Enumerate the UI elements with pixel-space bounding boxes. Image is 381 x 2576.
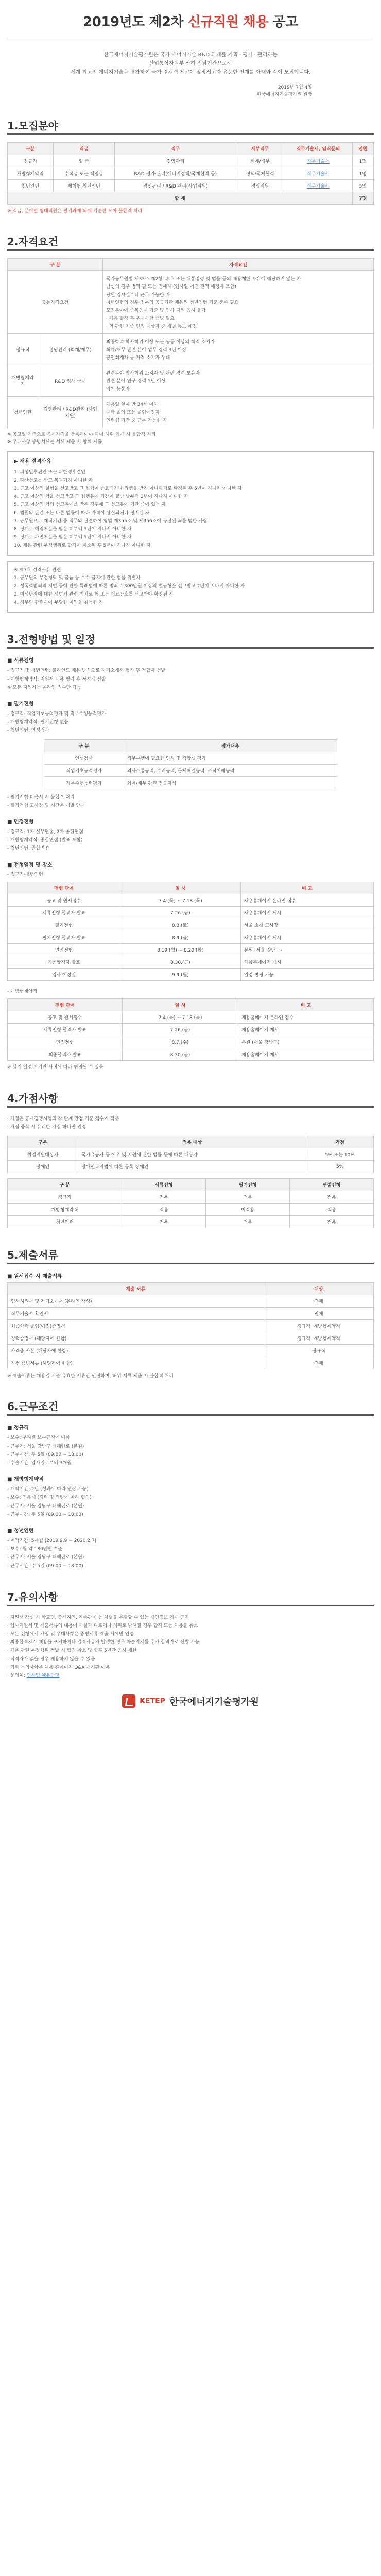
table-row — [8, 365, 374, 397]
cell: 채용홈페이지 게시 — [238, 1024, 373, 1036]
intro-line: 세계 최고의 에너지기술을 평가하여 국가 경쟁력 제고에 앞장서고자 유능한 인재를 아래와 같이 모집합니다. — [70, 70, 311, 75]
list-item: 1. 피성년후견인 또는 피한정후견인 — [14, 470, 85, 476]
table-row — [8, 155, 374, 167]
cell: 개방형계약직 — [8, 1204, 122, 1216]
list-item: 남성의 경우 병역 필 또는 면제자 (입사일 이전 전역 예정자 포함) — [106, 284, 236, 290]
table-row — [8, 968, 374, 980]
cell: 개방형계약직 — [8, 167, 54, 179]
total-value: 7명 — [352, 192, 373, 204]
col-header: 평가내용 — [124, 739, 337, 752]
cell: 입사 예정일 — [8, 968, 120, 980]
section-rule — [7, 1106, 374, 1108]
section-recruitment-fields — [7, 117, 374, 215]
cell: 정규직 — [8, 155, 54, 167]
col-header: 가점 — [306, 1136, 374, 1148]
col-header: 대상 — [264, 1283, 373, 1295]
table-row — [8, 1011, 374, 1024]
col-header: 전형 단계 — [8, 882, 120, 894]
cell: 5% 또는 10% — [306, 1148, 374, 1161]
cell: 일정 변경 가능 — [240, 968, 373, 980]
cell: 장애인복지법에 따른 등록 장애인 — [78, 1161, 306, 1173]
cell: 최종학력 졸업(예정)증명서 — [8, 1320, 264, 1332]
section-qualifications — [7, 233, 374, 613]
list-item: 7. 공무원으로 재직기간 중 직무와 관련하여 형법 제355조 및 제356조에 규정된 죄를 범한 사람 — [14, 518, 207, 524]
list-item: · 최종합격자가 채용을 포기하거나 결격사유가 발생한 경우 차순위자를 추가 합격자로 선발 가능 — [7, 1640, 200, 1646]
title-accent: 신규직원 채용 — [187, 14, 268, 30]
cell: 적용 — [206, 1191, 290, 1204]
cell: 공고 및 원서접수 — [8, 894, 120, 906]
col-header: 직급 — [53, 142, 115, 155]
title-suffix: 공고 — [268, 14, 298, 30]
section-rule — [7, 133, 374, 135]
exam-table — [44, 739, 337, 789]
ketep-logo-icon — [122, 1694, 135, 1708]
col-header: 구분 — [8, 1136, 78, 1148]
subsection-title: ■ 서류전형 — [7, 658, 34, 664]
list-item: - 근무지: 서울 강남구 테헤란로 (본원) — [7, 1555, 84, 1561]
cell: 채용홈페이지 게시 — [240, 906, 373, 919]
bonus-table — [7, 1136, 374, 1173]
cell: 7.4.(목) ~ 7.18.(목) — [120, 894, 240, 906]
job-description-link[interactable]: 직무기술서 — [307, 171, 330, 177]
cell: 7.26.(금) — [123, 1024, 238, 1036]
footer — [7, 1680, 374, 1715]
cell: 1명 — [352, 155, 373, 167]
col-header: 구 분 — [8, 259, 103, 271]
contact-item — [7, 1672, 374, 1680]
schedule-subtitle: - 개방형계약직 — [7, 989, 38, 994]
cell: 적용 — [290, 1216, 374, 1228]
list-item: ※ 제7호 결격사유 관련 — [14, 567, 61, 573]
subsection-title: ■ 원서접수 시 제출서류 — [7, 1274, 62, 1280]
cell: 필기전형 — [8, 919, 120, 931]
qualification-table — [7, 258, 374, 428]
list-item: - 정규직: 직업기초능력평가 및 직무수행능력평가 — [7, 711, 106, 717]
cell: 8.3.(토) — [120, 919, 240, 931]
col-header: 직무 — [115, 142, 236, 155]
list-item: 3. 금고 이상의 실형을 선고받고 그 집행이 종료되거나 집행을 받지 아니하기로 확정된 후 5년이 지나지 아니한 자 — [14, 486, 242, 492]
cell: R&D 평가·관리(에너지정책/국제협력 등) — [115, 167, 236, 179]
cell: 전체 — [264, 1295, 373, 1308]
section-rule — [7, 1605, 374, 1606]
cell: 적용 — [122, 1216, 206, 1228]
col-header: 전형 단계 — [8, 999, 123, 1011]
table-row — [8, 943, 374, 956]
section-title: 5.제출서류 — [7, 1249, 58, 1262]
col-header: 일 시 — [123, 999, 238, 1011]
cell: 국가유공자 등 예우 및 지원에 관한 법률 등에 따른 대상자 — [78, 1148, 306, 1161]
table-row — [8, 1332, 374, 1345]
section-note: ※ 상기 일정은 기관 사정에 따라 변경될 수 있음 — [7, 1065, 103, 1071]
cell: 본원 (서울 강남구) — [240, 943, 373, 956]
cell: 최종합격자 발표 — [8, 1048, 123, 1061]
list-item: · 적격자가 없을 경우 채용하지 않을 수 있음 — [7, 1656, 95, 1662]
col-header: 서류전형 — [122, 1179, 206, 1191]
list-item: - 근무시간: 주 5일 (09:00 ~ 18:00) — [7, 1452, 83, 1458]
table-row — [8, 167, 374, 179]
cell: 채용홈페이지 온라인 접수 — [240, 894, 373, 906]
section-rule — [7, 1414, 374, 1416]
table-row — [44, 752, 337, 764]
list-item: 청년인턴의 경우 정부의 공공기관 채용원 청년인턴 기준 충족 필요 — [106, 300, 239, 306]
cell: 최종합격자 발표 — [8, 956, 120, 968]
table-row — [8, 1320, 374, 1332]
list-item: · 지원서 작성 시 학교명, 출신지역, 가족관계 등 차별을 유발할 수 있는 개인정보 기재 금지 — [7, 1615, 189, 1620]
section-rule — [7, 1263, 374, 1264]
row-sublabel: 경영관리 / R&D관리 (사업지원) — [38, 397, 103, 428]
section-note: ※ 제출서류는 채용일 기준 유효한 서류만 인정하며, 허위 서류 제출 시 불합격 처리 — [7, 1374, 174, 1379]
cell: 서류전형 합격자 발표 — [8, 906, 120, 919]
notice-date: 2019년 7월 4일 — [278, 85, 312, 90]
job-description-link[interactable]: 직무기술서 — [307, 159, 330, 164]
recruitment-table — [7, 142, 374, 205]
list-item: 모집분야에 중복응시 기준 및 인사 지원 응시 불가 — [106, 308, 206, 314]
cell: 채용홈페이지 게시 — [240, 931, 373, 943]
table-row — [8, 1216, 374, 1228]
col-header: 제출 서류 — [8, 1283, 264, 1295]
list-item: · 가점 중복 시 유리한 가점 하나만 인정 — [7, 1124, 86, 1130]
col-header: 비 고 — [240, 882, 373, 894]
table-row — [8, 931, 374, 943]
cell: 직업기초능력평가 — [44, 764, 124, 776]
cell: 전체 — [264, 1308, 373, 1320]
disqualification-detail-box — [7, 561, 374, 613]
list-item: - 필기전형 고사장 및 시간은 개별 안내 — [7, 803, 85, 808]
cell: 적용 — [290, 1204, 374, 1216]
table-row — [8, 1161, 374, 1173]
list-item: 2. 파산선고를 받고 복권되지 아니한 자 — [14, 478, 93, 483]
list-item: 1. 공무원의 부정청탁 및 금품 등 수수 금지에 관한 법률 위반자 — [14, 575, 141, 581]
section-title: 4.가점사항 — [7, 1092, 58, 1105]
section-title: 1.모집분야 — [7, 119, 58, 132]
cell: 경영관리 / R&D 관리(사업지원) — [115, 179, 236, 192]
section-note: ※ 직급, 분야별 형태직원은 필기과제 외에 기준편 모아 불합격 처리 — [7, 208, 143, 214]
section-title: 2.자격요건 — [7, 235, 58, 248]
list-item: 6. 법원의 판결 또는 다른 법률에 따라 자격이 상실되거나 정지된 자 — [14, 510, 150, 516]
section-working-conditions — [7, 1398, 374, 1570]
cell: 장애인 — [8, 1161, 78, 1173]
col-header: 구분 — [8, 142, 54, 155]
cell: 체험형 청년인턴 — [53, 179, 115, 192]
row-label: 정규직 — [8, 334, 38, 365]
col-header: 직무기술서, 임직문의 — [284, 142, 352, 155]
list-item: - 필기전형 미응시 시 불합격 처리 — [7, 794, 75, 800]
section-title: 6.근무조건 — [7, 1400, 58, 1413]
notice-header — [7, 0, 374, 30]
total-row — [8, 192, 374, 204]
list-item: 최종학력 학사학위 이상 또는 동등 이상의 학력 소지자 — [106, 340, 215, 345]
list-item: · 가점은 공개경쟁시험의 각 단계 만점 기준 점수에 적용 — [7, 1116, 119, 1122]
row-label: 청년인턴 — [8, 397, 38, 428]
table-row — [8, 1036, 374, 1048]
list-item: - 정규직 및 청년인턴: 블라인드 채용 방식으로 자기소개서 평가 후 적합자 선발 — [7, 668, 166, 674]
cell: 8.7.(수) — [123, 1036, 238, 1048]
table-row — [8, 1148, 374, 1161]
list-item: 4. 직무와 관련하여 부당한 이익을 취득한 자 — [14, 600, 103, 605]
table-row — [8, 334, 374, 365]
intro-signature — [7, 84, 374, 99]
cell: 8.30.(금) — [120, 956, 240, 968]
intro-line: 산업통상자원부 산하 전담기관으로서 — [149, 61, 232, 66]
cell: 정책/국제협력 — [236, 167, 284, 179]
col-header: 구 분 — [44, 739, 124, 752]
cell: 5명 — [352, 179, 373, 192]
logo-text-en: KETEP — [140, 1697, 165, 1706]
intro-text — [7, 50, 374, 99]
cell: 면접전형 — [8, 943, 120, 956]
list-item: - 개방형계약직: 필기전형 없음 — [7, 720, 69, 725]
col-header: 인원 — [352, 142, 373, 155]
list-item: 대학 졸업 또는 졸업예정자 — [106, 410, 160, 416]
section-rule — [7, 647, 374, 649]
table-row — [44, 764, 337, 776]
list-item: - 청년인턴: 인성검사 — [7, 728, 49, 734]
table-row — [8, 956, 374, 968]
list-item: ※ 모든 지원자는 온라인 접수만 가능 — [7, 685, 81, 690]
list-item: 인턴십 기간 중 근무 가능한 자 — [106, 418, 167, 423]
list-item: - 보수: 우리원 보수규정에 따름 — [7, 1435, 71, 1441]
section-title: 7.유의사항 — [7, 1590, 58, 1603]
table-row — [8, 1295, 374, 1308]
cell: 적용 — [290, 1191, 374, 1204]
box-title: ▶ 채용 결격사유 — [14, 458, 51, 464]
subsection-title: ■ 전형일정 및 장소 — [7, 862, 53, 868]
list-item: - 근무지: 서울 강남구 테헤란로 (본원) — [7, 1503, 84, 1509]
cell: 1명 — [352, 167, 373, 179]
subsection-title: ■ 면접전형 — [7, 819, 34, 825]
list-item: - 수습기간: 입사일로부터 3개월 — [7, 1461, 72, 1466]
cell: 7.4.(목) ~ 7.18.(목) — [123, 1011, 238, 1024]
list-item: · 기타 문의사항은 채용 홈페이지 Q&A 게시판 이용 — [7, 1665, 110, 1670]
schedule-table-contract — [7, 998, 374, 1061]
section-title: 3.전형방법 및 일정 — [7, 633, 95, 646]
list-item: - 근무시간: 주 5일 (09:00 ~ 18:00) — [7, 1512, 83, 1517]
cell: 채용홈페이지 온라인 접수 — [238, 1011, 373, 1024]
col-header: 일 시 — [120, 882, 240, 894]
section-bonus-points — [7, 1090, 374, 1228]
list-item: 9. 징계로 파면처분을 받은 때부터 5년이 지나지 아니한 자 — [14, 535, 132, 540]
subsection-title: ■ 개방형계약직 — [7, 1477, 44, 1483]
row-label: 공통자격요건 — [8, 271, 103, 334]
list-item: - 청년인턴: 종합면접 — [7, 846, 49, 852]
col-header: 세부직무 — [236, 142, 284, 155]
schedule-table — [7, 882, 374, 981]
cell: 8.19.(월) ~ 8.20.(화) — [120, 943, 240, 956]
row-label: 개방형계약직 — [8, 365, 38, 397]
intro-line: 한국에너지기술평가원은 국가 에너지기술 R&D 과제를 기획 · 평가 · 관리하는 — [103, 52, 278, 58]
cell: 서울 소재 고사장 — [240, 919, 373, 931]
cell: 8.30.(금) — [123, 1048, 238, 1061]
list-item: · 입사지원서 및 제출서류의 내용이 사실과 다르거나 허위로 밝혀질 경우 합격 또는 채용을 취소 — [7, 1623, 198, 1629]
list-item: 2. 성폭력범죄의 처벌 등에 관한 특례법에 따른 범죄로 300만원 이상의 벌금형을 선고받고 2년이 지나지 아니한 자 — [14, 584, 245, 589]
section-note: ※ 공고일 기준으로 응시자격을 충족하여야 하며 허위 기재 시 불합격 처리 ※ 우대사항 증빙서류는 서류 제출 시 함께 제출 — [7, 432, 156, 445]
list-item: 10. 채용 관련 부정행위로 합격이 취소된 후 5년이 지나지 아니한 자 — [14, 543, 151, 548]
list-item: 관련 분야 연구 경력 5년 이상 — [106, 379, 166, 384]
col-header: 자격요건 — [102, 259, 373, 271]
table-row — [8, 906, 374, 919]
cell: 본원 (서울 강남구) — [238, 1036, 373, 1048]
table-row — [8, 1357, 374, 1369]
documents-table — [7, 1282, 374, 1369]
cell: 9.9.(월) — [120, 968, 240, 980]
list-item: 8. 징계로 해임처분을 받은 때부터 3년이 지나지 아니한 자 — [14, 527, 132, 532]
page-title — [7, 11, 374, 30]
list-item: 회계/재무 관련 분야 업무 경력 3년 이상 — [106, 347, 187, 353]
list-item: 채용일 현재 만 34세 이하 — [106, 402, 158, 408]
logo-text-ko: 한국에너지기술평가원 — [169, 1697, 259, 1708]
cell: 의사소통능력, 수리능력, 문제해결능력, 조직이해능력 — [124, 764, 337, 776]
cell: 정규직, 개방형계약직 — [264, 1332, 373, 1345]
list-item: - 정규직: 1차 실무면접, 2차 종합면접 — [7, 829, 83, 835]
list-item: - 개방형계약직: 종합면접 (발표 포함) — [7, 838, 83, 843]
table-row — [8, 919, 374, 931]
notice-org: 한국에너지기술평가원 원장 — [256, 92, 312, 98]
list-item: · 외 관련 최종 면접 대상자 중 개별 통보 예정 — [106, 324, 197, 329]
cell: 경영지원 — [236, 179, 284, 192]
section-notes — [7, 1589, 374, 1681]
list-item: 관련분야 박사학위 소지자 및 관련 경력 보유자 — [106, 371, 200, 377]
title-prefix: 2019년도 제2차 — [83, 14, 188, 30]
list-item: · 채용 관련 부정행위 적발 시 합격 취소 및 향후 5년간 응시 제한 — [7, 1648, 137, 1654]
contact-label: · 문의처: — [7, 1673, 27, 1679]
col-header: 면접전형 — [290, 1179, 374, 1191]
table-row — [8, 179, 374, 192]
cell: 적용 — [206, 1216, 290, 1228]
col-header: 적용 대상 — [78, 1136, 306, 1148]
list-item: - 보수: 연봉제 (경력 및 역량에 따라 협의) — [7, 1495, 92, 1501]
table-row — [8, 1308, 374, 1320]
cell: 입사지원서 및 자기소개서 (온라인 작성) — [8, 1295, 264, 1308]
org-logo — [122, 1694, 259, 1708]
cell: 정규직 — [264, 1345, 373, 1357]
table-row — [8, 1345, 374, 1357]
cell: 경영관리 — [115, 155, 236, 167]
col-header: 비 고 — [238, 999, 373, 1011]
job-description-link[interactable]: 직무기술서 — [307, 183, 330, 189]
list-item: 당원 입사일부터 근무 가능한 자 — [106, 292, 170, 298]
cell: 필기전형 합격자 발표 — [8, 931, 120, 943]
cell: 정규직, 개방형계약직 — [264, 1320, 373, 1332]
disqualification-box — [7, 451, 374, 556]
cell: 면접전형 — [8, 1036, 123, 1048]
list-item: - 근무시간: 주 5일 (09:00 ~ 18:00) — [7, 1563, 83, 1569]
section-rule — [7, 249, 374, 251]
cell: 가점 증빙서류 (해당자에 한함) — [8, 1357, 264, 1369]
cell: 청년인턴 — [8, 179, 54, 192]
list-item: - 계약기간: 2년 (성과에 따라 연장 가능) — [7, 1487, 89, 1493]
cell: 미적용 — [206, 1204, 290, 1216]
cell: 직무수행에 필요한 인성 및 적합성 평가 — [124, 752, 337, 764]
cell: 적용 — [122, 1204, 206, 1216]
list-item: - 개방형계약직: 지원서 내용 평가 후 적격자 선발 — [7, 676, 106, 682]
table-row — [8, 1048, 374, 1061]
qualification-list — [102, 271, 373, 334]
list-item: 영어 능통자 — [106, 386, 130, 392]
table-row — [44, 776, 337, 789]
cell: 채용홈페이지 게시 — [238, 1048, 373, 1061]
list-item: 4. 금고 이상의 형을 선고받고 그 집행유예 기간이 끝난 날부터 2년이 지나지 아니한 자 — [14, 494, 188, 500]
subsection-title: ■ 정규직 — [7, 1425, 29, 1431]
list-item: 3. 미성년자에 대한 성범죄 관련 범죄로 형 또는 치료감호를 선고받아 확정된 자 — [14, 591, 174, 597]
col-header: 필기전형 — [206, 1179, 290, 1191]
table-row — [8, 894, 374, 906]
cell: 공고 및 원서접수 — [8, 1011, 123, 1024]
cell: 경력증명서 (해당자에 한함) — [8, 1332, 264, 1345]
list-item: - 계약기간: 5개월 (2019.9.9 ~ 2020.2.7) — [7, 1538, 97, 1544]
list-item: · 채용 결정 후 우대사항 증빙 필요 — [106, 316, 175, 321]
cell: 수석급 또는 책임급 — [53, 167, 115, 179]
table-row — [8, 271, 374, 334]
cell: 자격증 사본 (해당자에 한함) — [8, 1345, 264, 1357]
cell: 적용 — [122, 1191, 206, 1204]
total-label: 합 계 — [8, 192, 353, 204]
list-item: 국가공무원법 제33조 제2항 각 호 또는 대통령령 및 법률 등의 채용제한 사유에 해당하지 않는 자 — [106, 277, 301, 282]
subsection-title: ■ 필기전형 — [7, 701, 34, 707]
cell: 직무기술서 확인서 — [8, 1308, 264, 1320]
list-item: - 근무지: 서울 강남구 테헤란로 (본원) — [7, 1444, 84, 1449]
subsection-title: ■ 청년인턴 — [7, 1528, 34, 1534]
cell: 채용홈페이지 게시 — [240, 956, 373, 968]
list-item: 5. 금고 이상의 형의 선고유예를 받은 경우에 그 선고유예 기간 중에 있는 자 — [14, 502, 166, 508]
cell: 일 급 — [53, 155, 115, 167]
cell: 청년인턴 — [8, 1216, 122, 1228]
cell: 정규직 — [8, 1191, 122, 1204]
contact-link[interactable]: 인사팀 채용담당 — [26, 1673, 60, 1679]
list-item: · 모든 전형에서 가점 및 우대사항은 증빙서류 제출 시에만 인정 — [7, 1632, 134, 1637]
list-item: 공인회계사 등 자격 소지자 우대 — [106, 355, 170, 361]
row-sublabel: 경영관리 (회계/재무) — [38, 334, 103, 365]
cell: 인성검사 — [44, 752, 124, 764]
cell: 8.9.(금) — [120, 931, 240, 943]
cell: 취업지원대상자 — [8, 1148, 78, 1161]
section-selection-process — [7, 631, 374, 1071]
list-item: - 보수: 월 약 180만원 수준 — [7, 1547, 63, 1552]
section-documents — [7, 1247, 374, 1380]
cell: 5% — [306, 1161, 374, 1173]
table-row — [8, 1204, 374, 1216]
cell: 회계/재무 — [236, 155, 284, 167]
cell: 직무수행능력평가 — [44, 776, 124, 789]
col-header: 구 분 — [8, 1179, 122, 1191]
table-row — [8, 1191, 374, 1204]
cell: 7.26.(금) — [120, 906, 240, 919]
cell: 서류전형 합격자 발표 — [8, 1024, 123, 1036]
table-row — [8, 397, 374, 428]
row-sublabel: R&D 정책·국제 — [38, 365, 103, 397]
cell: 회계/재무 관련 전공지식 — [124, 776, 337, 789]
cell: 전체 — [264, 1357, 373, 1369]
bonus-application-table — [7, 1178, 374, 1228]
table-row — [8, 1024, 374, 1036]
schedule-subtitle: - 정규직·청년인턴 — [7, 872, 43, 877]
